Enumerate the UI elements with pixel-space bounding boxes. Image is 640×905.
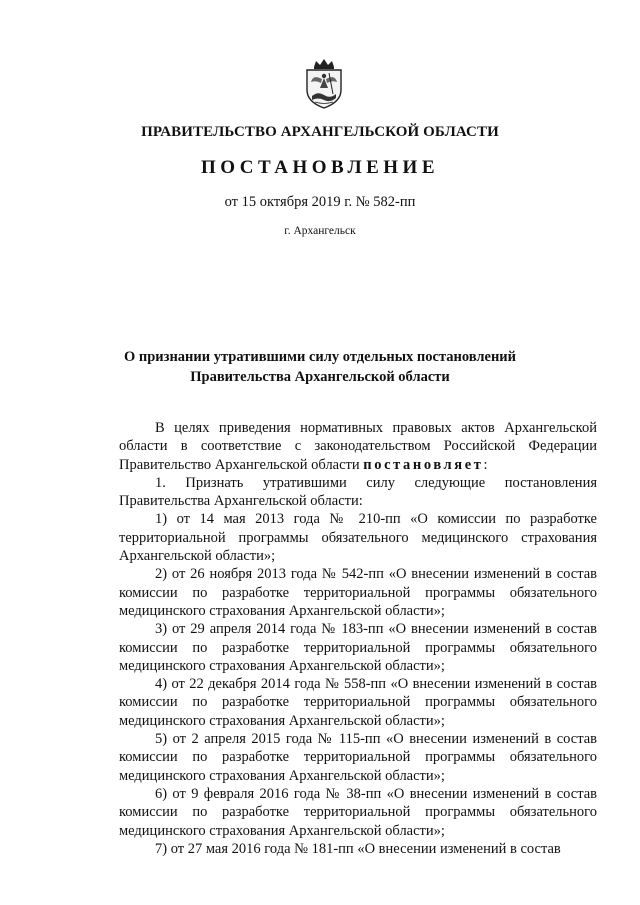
- preamble-paragraph: [119, 419, 597, 474]
- body-paragraph: 4) от 22 декабря 2014 года № 558-пп «О внесении изменений в состав комиссии по разработке территориальной программы обязательного медицинского страхования Архангельской области»;: [119, 676, 597, 729]
- preamble-text: В целях приведения нормативных правовых актов Архангельской области в соответствие с законодательством Российской Федерации Правительство Архангельской области: [119, 420, 597, 473]
- organization-name: ПРАВИТЕЛЬСТВО АРХАНГЕЛЬСКОЙ ОБЛАСТИ: [141, 124, 499, 140]
- subject-line: О признании утратившими силу отдельных постановлений: [123, 349, 517, 365]
- decree-word: постановляет: [363, 456, 484, 473]
- body-paragraph: 3) от 29 апреля 2014 года № 183-пп «О внесении изменений в состав комиссии по разработке территориальной программы обязательного медицинского страхования Архангельской области»;: [119, 621, 597, 674]
- preamble-colon: :: [483, 456, 488, 473]
- body-paragraph: 7) от 27 мая 2016 года № 181-пп «О внесении изменений в состав: [155, 840, 561, 857]
- subject-line: Правительства Архангельской области: [190, 369, 450, 385]
- body-paragraph: 1. Признать утратившими силу следующие постановления Правительства Архангельской области:: [119, 474, 597, 510]
- document-type: ПОСТАНОВЛЕНИЕ: [200, 157, 440, 178]
- document-body: [119, 419, 597, 858]
- document-date-number: от 15 октября 2019 г. № 582-пп: [224, 194, 416, 210]
- body-paragraph: 1) от 14 мая 2013 года № 210-пп «О комиссии по разработке территориальной программы обязательного медицинского страхования Архангельской области»;: [119, 511, 597, 565]
- body-paragraph: 2) от 26 ноября 2013 года № 542-пп «О внесении изменений в состав комиссии по разработке территориальной программы обязательного медицинского страхования Архангельской области»;: [119, 566, 597, 619]
- body-paragraph: 5) от 2 апреля 2015 года № 115-пп «О внесении изменений в состав комиссии по разработке территориальной программы обязательного медицинского страхования Архангельской области»;: [119, 731, 597, 784]
- document-subject: [0, 347, 640, 387]
- issue-city: г. Архангельск: [284, 225, 356, 237]
- arkhangelsk-coat-of-arms-icon: [303, 58, 345, 110]
- body-paragraph: 6) от 9 февраля 2016 года № 38-пп «О внесении изменений в состав комиссии по разработке территориальной программы обязательного медицинского страхования Архангельской области»;: [119, 785, 597, 839]
